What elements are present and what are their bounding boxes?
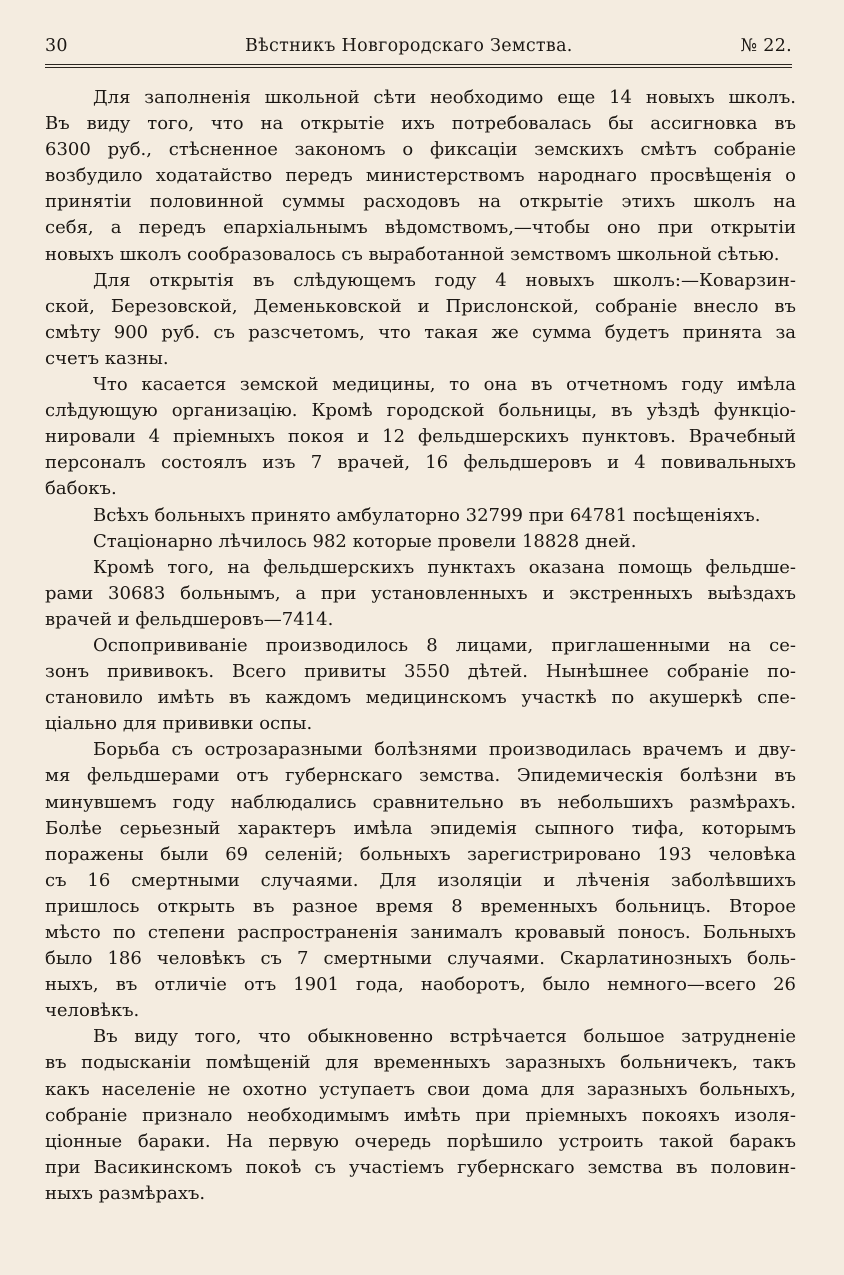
text-line: Кромѣ того, на фельдшерскихъ пунктахъ оказана помощь фельдше- [93, 556, 796, 578]
header-rule-bottom [45, 67, 792, 68]
text-line: Въ виду того, что обыкновенно встрѣчается большое затрудненіе [93, 1026, 796, 1048]
text-line: рами 30683 больнымъ, а при установленныхъ и экстренныхъ выѣздахъ [45, 582, 796, 604]
text-line: становило имѣть въ каждомъ медицинскомъ участкѣ по акушеркѣ спе- [45, 687, 796, 709]
text-line: ціонные бараки. На первую очередь порѣшило устроить такой баракъ [45, 1130, 796, 1152]
text-line: съ 16 смертными случаями. Для изоляціи и лѣченія заболѣвшихъ [45, 869, 796, 891]
text-line: бабокъ. [45, 478, 117, 500]
text-line: собраніе признало необходимымъ имѣть при пріемныхъ покояхъ изоля- [45, 1104, 796, 1126]
text-line: врачей и фельдшеровъ—7414. [45, 608, 334, 630]
text-line: нировали 4 пріемныхъ покоя и 12 фельдшерскихъ пунктовъ. Врачебный [45, 426, 796, 448]
text-line: ныхъ, въ отличіе отъ 1901 года, наоборотъ, было немного—всего 26 [45, 974, 796, 996]
text-line: при Васикинскомъ покоѣ съ участіемъ губернскаго земства въ половин- [45, 1156, 796, 1178]
text-line: Борьба съ острозаразными болѣзнями производилась врачемъ и дву- [93, 739, 796, 761]
text-line: какъ населеніе не охотно уступаетъ свои дома для заразныхъ больныхъ, [45, 1078, 796, 1100]
journal-title: Вѣстникъ Новгородскаго Земства. [245, 36, 573, 56]
text-line: новыхъ школъ сообразовалось съ выработанной земствомъ школьной сѣтью. [45, 243, 780, 265]
text-line: человѣкъ. [45, 1000, 140, 1022]
text-line: себя, а передъ епархіальнымъ вѣдомствомъ,—чтобы оно при открытіи [45, 217, 796, 239]
article-body [45, 85, 796, 1207]
text-line: Для открытія въ слѣдующемъ году 4 новыхъ школъ:—Коварзин- [93, 269, 796, 291]
text-line: Что касается земской медицины, то она въ отчетномъ году имѣла [93, 374, 796, 396]
page-number: 30 [45, 36, 68, 56]
text-line: ціально для прививки оспы. [45, 713, 313, 735]
text-line: смѣту 900 руб. съ разсчетомъ, что такая же сумма будетъ принята за [45, 321, 796, 343]
header-rule-top [45, 64, 792, 65]
text-line: мя фельдшерами отъ губернскаго земства. Эпидемическія болѣзни въ [45, 765, 796, 787]
text-line: ской, Березовской, Деменьковской и Прислонской, собраніе внесло въ [45, 295, 796, 317]
text-line: въ подысканіи помѣщеній для временныхъ заразныхъ больничекъ, такъ [45, 1052, 796, 1074]
running-header [45, 36, 792, 66]
text-line: было 186 человѣкъ съ 7 смертными случаями. Скарлатинозныхъ боль- [45, 948, 796, 970]
text-line: мѣсто по степени распространенія занималъ кровавый поносъ. Больныхъ [45, 922, 796, 943]
text-line: Въ виду того, что на открытіе ихъ потребовалась бы ассигновка въ [45, 113, 796, 135]
text-line: персоналъ состоялъ изъ 7 врачей, 16 фельдшеровъ и 4 повивальныхъ [45, 452, 796, 474]
text-line: минувшемъ году наблюдались сравнительно въ небольшихъ размѣрахъ. [45, 791, 796, 813]
text-line: ныхъ размѣрахъ. [45, 1182, 206, 1204]
text-line: Всѣхъ больныхъ принято амбулаторно 32799 при 64781 посѣщеніяхъ. [93, 504, 761, 526]
text-line: слѣдующую организацію. Кромѣ городской больницы, въ уѣздѣ функціо- [45, 400, 796, 422]
text-line: принятіи половинной суммы расходовъ на открытіе этихъ школъ на [45, 191, 796, 213]
text-line: Оспопрививаніе производилось 8 лицами, приглашенными на се- [93, 634, 796, 656]
text-line: Для заполненія школьной сѣти необходимо еще 14 новыхъ школъ. [93, 87, 796, 108]
text-line: пришлось открыть въ разное время 8 временныхъ больницъ. Второе [45, 895, 796, 917]
text-line: зонъ прививокъ. Всего привиты 3550 дѣтей. Нынѣшнее собраніе по- [45, 661, 796, 683]
text-line: счетъ казны. [45, 347, 169, 369]
text-line: Стаціонарно лѣчилось 982 которые провели 18828 дней. [93, 530, 637, 552]
text-line: 6300 руб., стѣсненное закономъ о фиксаціи земскихъ смѣтъ собраніе [45, 139, 796, 161]
issue-number: № 22. [740, 36, 792, 56]
text-line: возбудило ходатайство передъ министерствомъ народнаго просвѣщенія о [45, 165, 796, 187]
text-line: поражены были 69 селеній; больныхъ зарегистрировано 193 человѣка [45, 843, 796, 865]
text-line: Болѣе серьезный характеръ имѣла эпидемія сыпного тифа, которымъ [45, 817, 796, 839]
